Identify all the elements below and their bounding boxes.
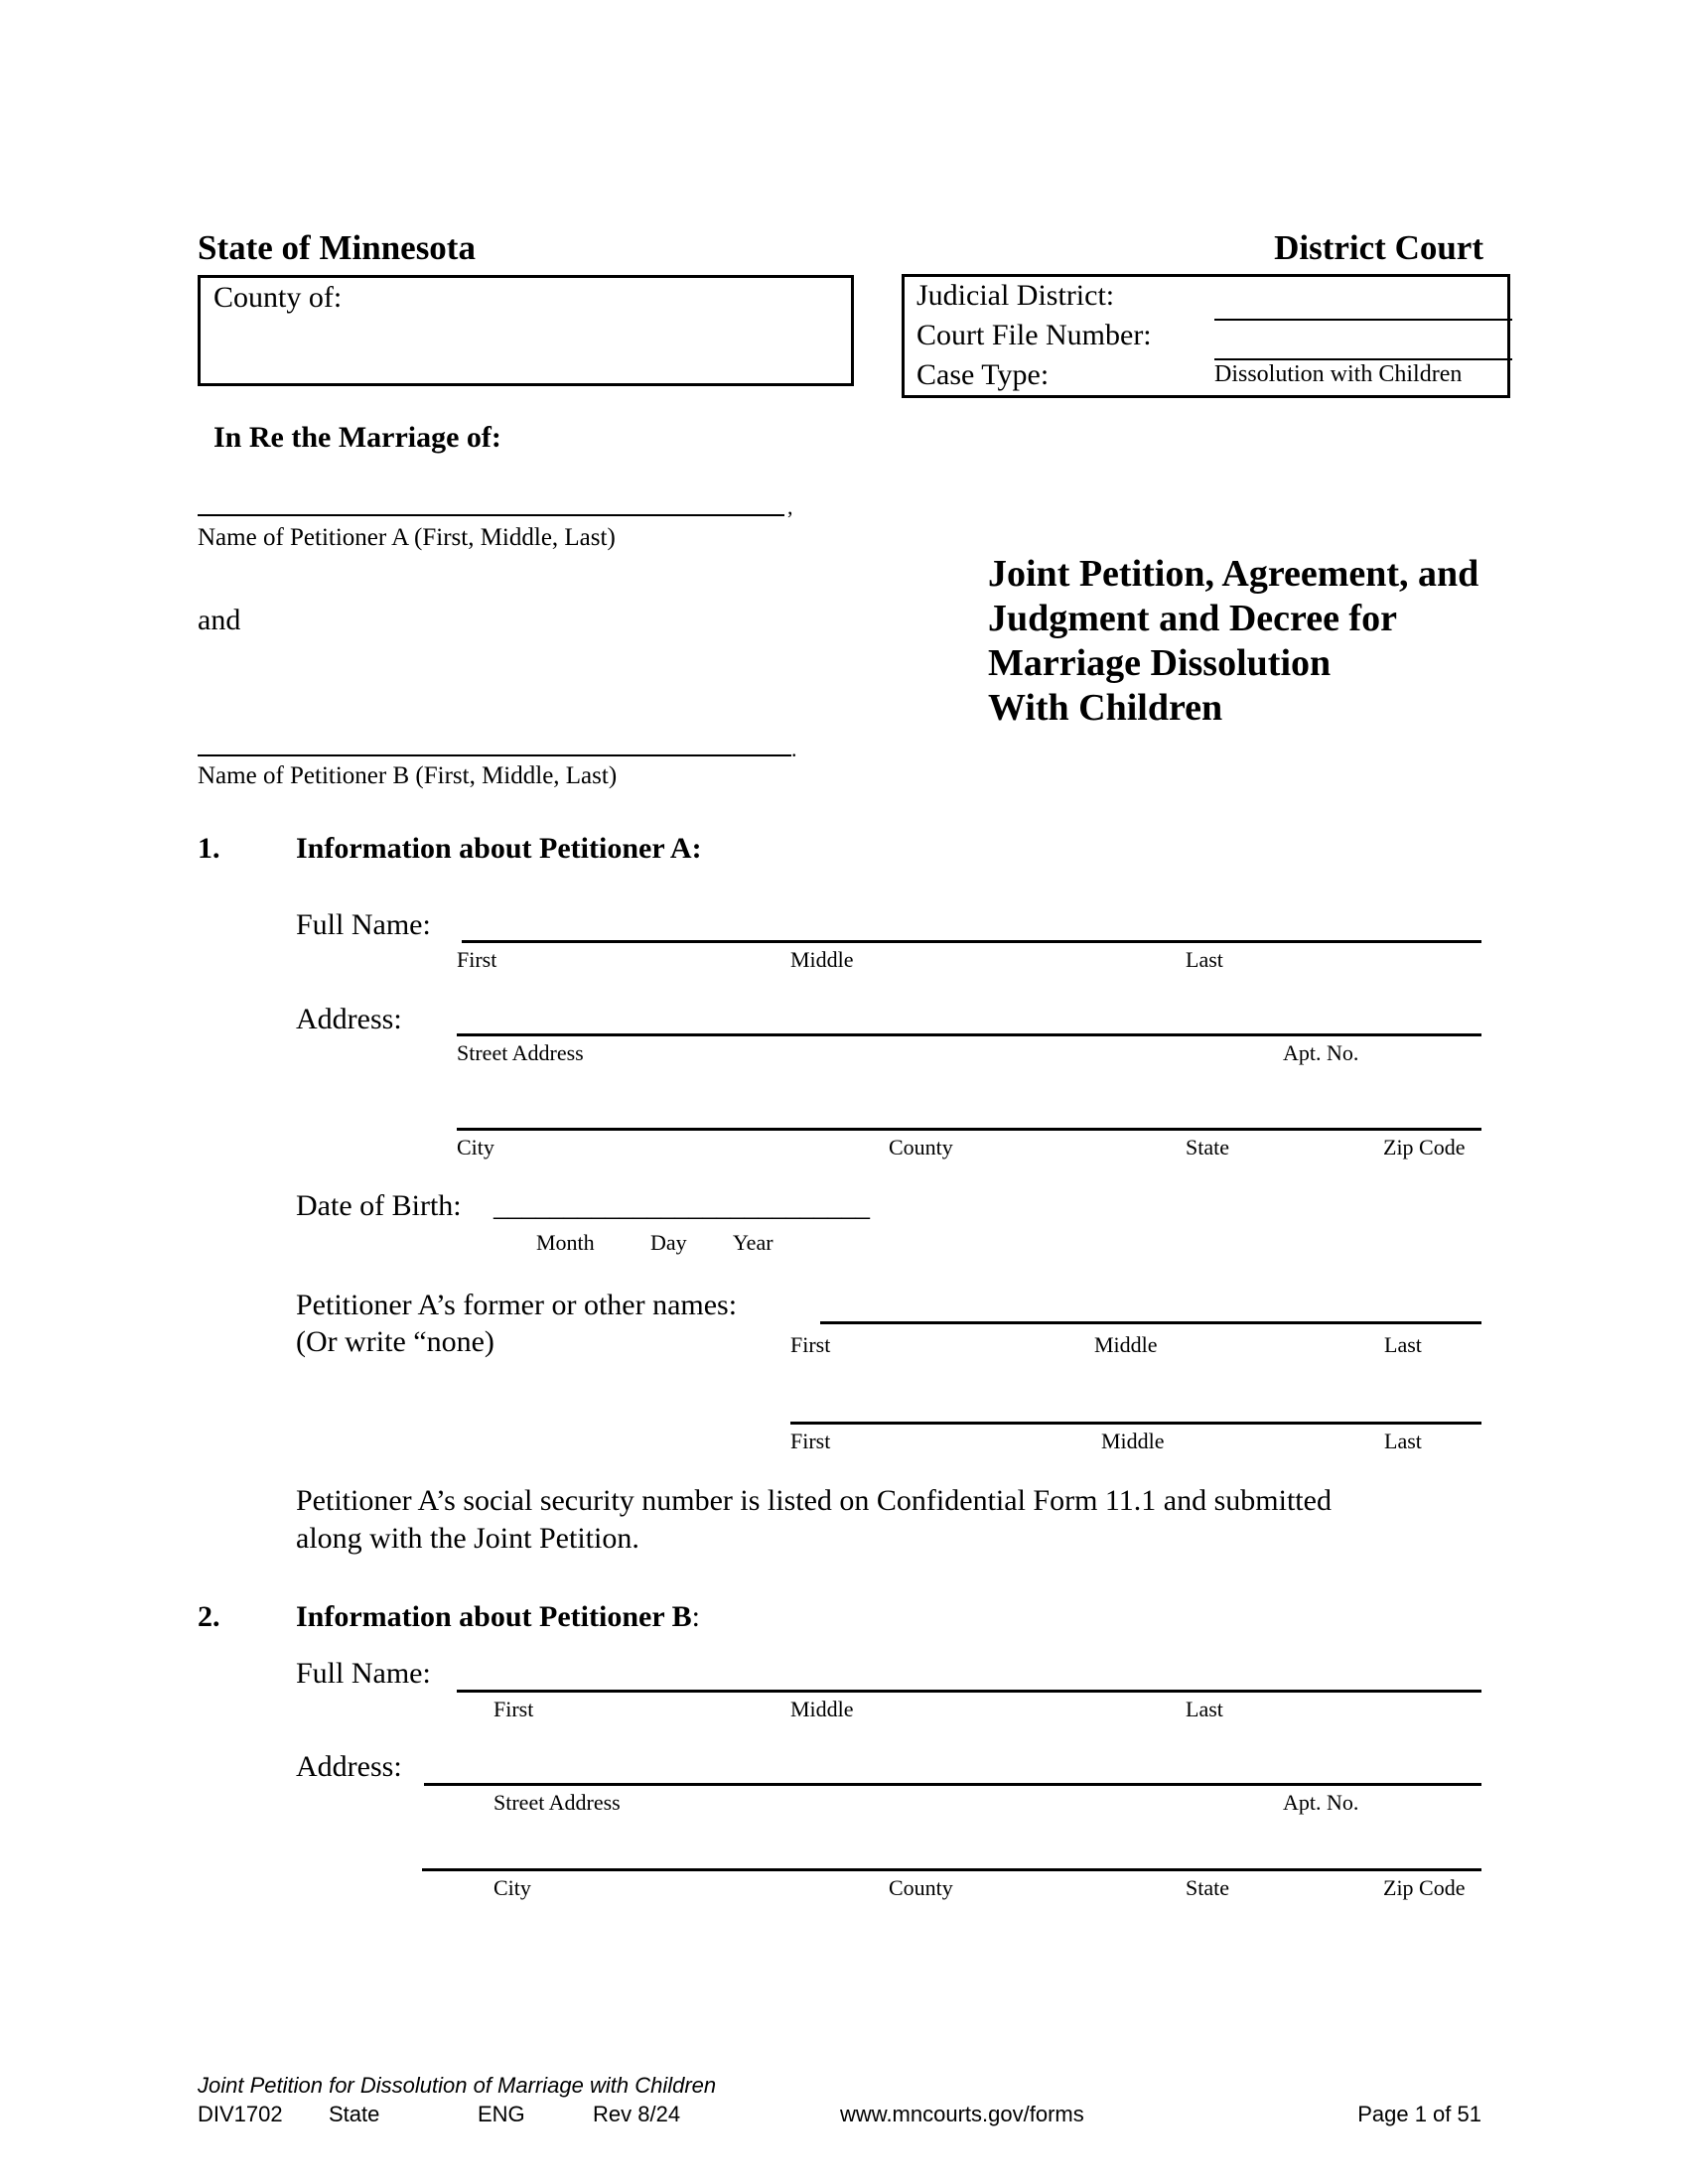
first-caption: First xyxy=(790,1429,831,1453)
footer-revision: Rev 8/24 xyxy=(593,2102,681,2126)
street-caption: Street Address xyxy=(493,1790,621,1815)
comma: , xyxy=(787,494,793,519)
full-name-label: Full Name: xyxy=(296,1657,431,1690)
month-caption: Month xyxy=(536,1230,595,1255)
former-names-label: Petitioner A’s former or other names: xyxy=(296,1289,738,1321)
petitioner-b-full-name-field[interactable] xyxy=(457,1690,1481,1693)
petitioner-b-street-field[interactable] xyxy=(424,1783,1481,1786)
city-caption: City xyxy=(493,1875,531,1900)
address-label: Address: xyxy=(296,1003,402,1035)
former-names-hint: (Or write “none) xyxy=(296,1325,494,1358)
last-caption: Last xyxy=(1186,947,1223,972)
in-re-heading: In Re the Marriage of: xyxy=(213,421,501,454)
former-name-1-field[interactable] xyxy=(820,1321,1481,1324)
address-label: Address: xyxy=(296,1750,402,1783)
court-heading: District Court xyxy=(1274,228,1483,267)
county-caption: County xyxy=(889,1875,953,1900)
petitioner-b-caption: Name of Petitioner B (First, Middle, Last) xyxy=(198,762,618,789)
former-name-2-field[interactable] xyxy=(790,1422,1481,1425)
section-1-heading: Information about Petitioner A: xyxy=(296,832,702,865)
section-2-heading-colon: : xyxy=(691,1600,700,1633)
judicial-district-field[interactable] xyxy=(1214,319,1512,321)
year-caption: Year xyxy=(733,1230,774,1255)
petitioner-a-street-field[interactable] xyxy=(457,1033,1481,1036)
and-text: and xyxy=(198,604,241,636)
case-info-box xyxy=(902,274,1510,398)
last-caption: Last xyxy=(1384,1429,1422,1453)
middle-caption: Middle xyxy=(1101,1429,1165,1453)
ssn-text-line-2: along with the Joint Petition. xyxy=(296,1522,639,1555)
period: . xyxy=(791,737,797,761)
middle-caption: Middle xyxy=(790,1697,854,1721)
case-type-value: Dissolution with Children xyxy=(1214,361,1463,387)
state-caption: State xyxy=(1186,1875,1229,1900)
petitioner-a-name-field[interactable] xyxy=(198,514,784,516)
case-type-label: Case Type: xyxy=(916,358,1050,391)
footer-website-link[interactable]: www.mncourts.gov/forms xyxy=(840,2102,1084,2126)
last-caption: Last xyxy=(1384,1332,1422,1357)
first-caption: First xyxy=(493,1697,534,1721)
petitioner-a-full-name-field[interactable] xyxy=(462,940,1481,943)
state-heading: State of Minnesota xyxy=(198,228,476,267)
dob-label: Date of Birth: xyxy=(296,1189,462,1222)
court-file-label: Court File Number: xyxy=(916,319,1152,351)
city-caption: City xyxy=(457,1135,494,1160)
zip-caption: Zip Code xyxy=(1383,1875,1466,1900)
petitioner-b-name-field[interactable] xyxy=(198,754,791,756)
county-box[interactable] xyxy=(198,275,854,386)
zip-caption: Zip Code xyxy=(1383,1135,1466,1160)
petitioner-a-city-field[interactable] xyxy=(457,1128,1481,1131)
footer-language: ENG xyxy=(478,2102,525,2126)
footer-form-title: Joint Petition for Dissolution of Marriage with Children xyxy=(198,2073,717,2098)
court-file-field[interactable] xyxy=(1214,358,1512,360)
judicial-district-label: Judicial District: xyxy=(916,279,1115,312)
petitioner-b-city-field[interactable] xyxy=(422,1868,1481,1871)
section-1-number: 1. xyxy=(198,832,220,865)
apt-caption: Apt. No. xyxy=(1283,1790,1359,1815)
middle-caption: Middle xyxy=(790,947,854,972)
title-line: Judgment and Decree for xyxy=(988,598,1397,639)
section-2-number: 2. xyxy=(198,1600,220,1633)
ssn-text-line-1: Petitioner A’s social security number is listed on Confidential Form 11.1 and submitted xyxy=(296,1484,1332,1517)
county-caption: County xyxy=(889,1135,953,1160)
footer-jurisdiction: State xyxy=(329,2102,380,2126)
title-line: Joint Petition, Agreement, and xyxy=(988,553,1479,595)
day-caption: Day xyxy=(650,1230,687,1255)
street-caption: Street Address xyxy=(457,1040,584,1065)
title-line: Marriage Dissolution xyxy=(988,642,1332,684)
footer-page-number: Page 1 of 51 xyxy=(1357,2102,1481,2126)
first-caption: First xyxy=(790,1332,831,1357)
title-line: With Children xyxy=(988,687,1223,729)
petitioner-a-caption: Name of Petitioner A (First, Middle, Last) xyxy=(198,524,616,551)
middle-caption: Middle xyxy=(1094,1332,1158,1357)
county-label: County of: xyxy=(213,281,343,314)
apt-caption: Apt. No. xyxy=(1283,1040,1359,1065)
section-2-heading xyxy=(296,1600,700,1634)
last-caption: Last xyxy=(1186,1697,1223,1721)
dob-field[interactable]: ___________________________ xyxy=(493,1189,869,1222)
state-caption: State xyxy=(1186,1135,1229,1160)
full-name-label: Full Name: xyxy=(296,908,431,941)
section-2-heading-text: Information about Petitioner B xyxy=(296,1600,692,1633)
footer-form-id: DIV1702 xyxy=(198,2102,283,2126)
first-caption: First xyxy=(457,947,497,972)
document-title xyxy=(988,552,1478,731)
